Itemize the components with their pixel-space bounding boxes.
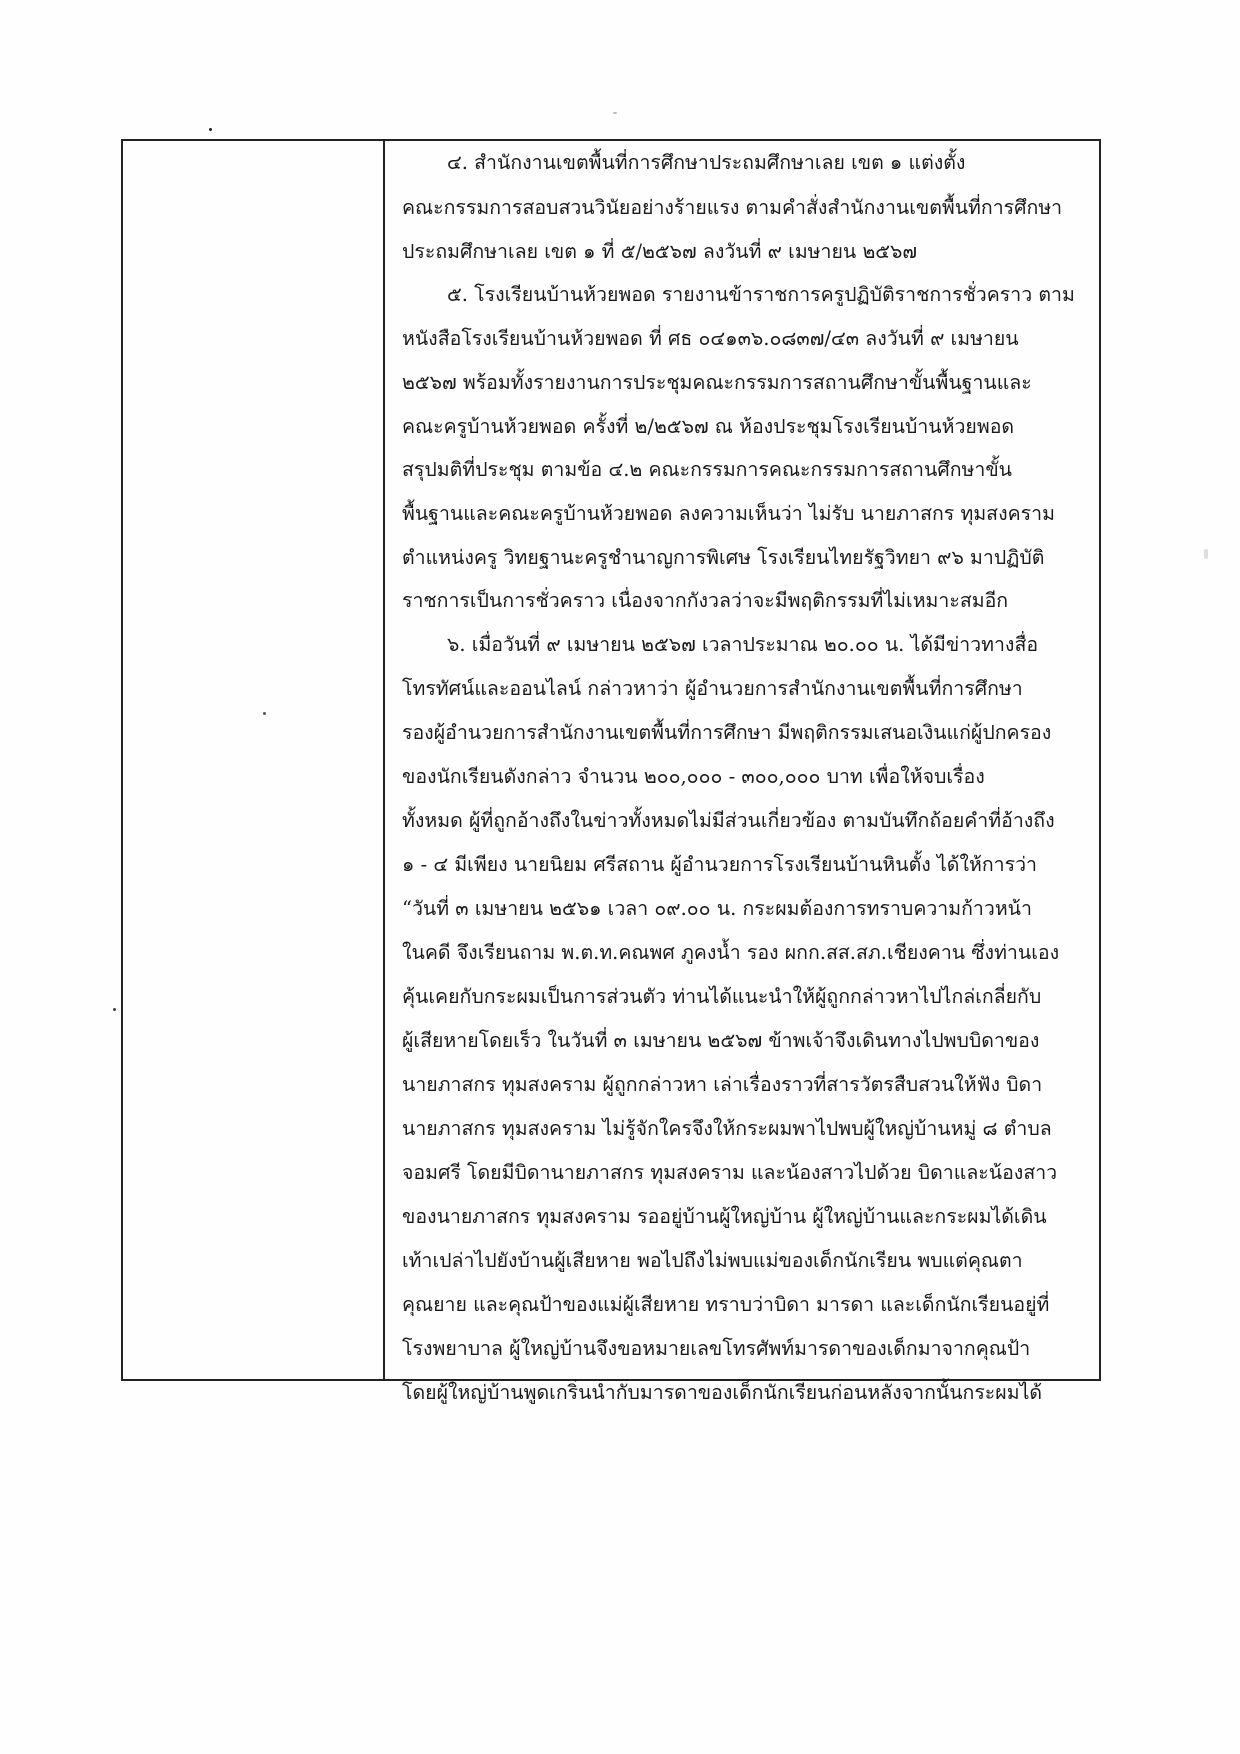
paragraph-5-line-8: ราชการเป็นการชั่วคราว เนื่องจากกังวลว่าจะมีพฤติกรรมที่ไม่เหมาะสมอีก: [402, 589, 1009, 612]
paragraph-6-line-18: โดยผู้ใหญ่บ้านพูดเกริ่นนำกับมารดาของเด็กนักเรียนก่อนหลังจากนั้นกระผมได้: [402, 1381, 1043, 1404]
paragraph-6-line-14: ของนายภาสกร ทุมสงคราม รออยู่บ้านผู้ใหญ่บ้าน ผู้ใหญ่บ้านและกระผมได้เดิน: [402, 1205, 1047, 1228]
paragraph-6-line-5: ทั้งหมด ผู้ที่ถูกอ้างถึงในข่าวทั้งหมดไม่มีส่วนเกี่ยวข้อง ตามบันทึกถ้อยคำที่อ้างถึง: [402, 809, 1055, 832]
paragraph-6-line-7: “วันที่ ๓ เมษายน ๒๕๖๑ เวลา ๐๙.๐๐ น. กระผมต้องการทราบความก้าวหน้า: [402, 897, 1032, 920]
paragraph-4-line-3: ประถมศึกษาเลย เขต ๑ ที่ ๕/๒๕๖๗ ลงวันที่ ๙ เมษายน ๒๕๖๗: [402, 240, 918, 263]
paragraph-4-line-1: ๔. สำนักงานเขตพื้นที่การศึกษาประถมศึกษาเลย เขต ๑ แต่งตั้ง: [447, 151, 966, 174]
paragraph-5-line-7: ตำแหน่งครู วิทยฐานะครูชำนาญการพิเศษ โรงเรียนไทยรัฐวิทยา ๙๖ มาปฏิบัติ: [402, 546, 1045, 569]
paragraph-5-line-2: หนังสือโรงเรียนบ้านห้วยพอด ที่ ศธ ๐๔๑๓๖.๐๘๓๗/๔๓ ลงวันที่ ๙ เมษายน: [402, 327, 1019, 350]
table-right-column: [385, 141, 1099, 1404]
scan-speck: [209, 128, 212, 131]
paragraph-6-line-10: ผู้เสียหายโดยเร็ว ในวันที่ ๓ เมษายน ๒๕๖๗ ข้าพเจ้าจึงเดินทางไปพบบิดาของ: [402, 1029, 1040, 1052]
paragraph-6-line-6: ๑ - ๔ มีเพียง นายนิยม ศรีสถาน ผู้อำนวยการโรงเรียนบ้านหินตั้ง ได้ให้การว่า: [402, 853, 1037, 876]
paragraph-6-line-1: ๖. เมื่อวันที่ ๙ เมษายน ๒๕๖๗ เวลาประมาณ ๒๐.๐๐ น. ได้มีข่าวทางสื่อ: [447, 633, 1039, 656]
paragraph-6-line-16: คุณยาย และคุณป้าของแม่ผู้เสียหาย ทราบว่าบิดา มารดา และเด็กนักเรียนอยู่ที่: [402, 1293, 1050, 1316]
paragraph-6-line-2: โทรทัศน์และออนไลน์ กล่าวหาว่า ผู้อำนวยการสำนักงานเขตพื้นที่การศึกษา: [402, 677, 1023, 700]
paragraph-4-line-2: คณะกรรมการสอบสวนวินัยอย่างร้ายแรง ตามคำสั่งสำนักงานเขตพื้นที่การศึกษา: [402, 196, 1063, 219]
scan-speck: [1204, 549, 1208, 559]
table-left-column: [123, 141, 385, 1379]
paragraph-5-line-3: ๒๕๖๗ พร้อมทั้งรายงานการประชุมคณะกรรมการสถานศึกษาขั้นพื้นฐานและ: [402, 371, 1032, 394]
paragraph-5-line-1: ๕. โรงเรียนบ้านห้วยพอด รายงานข้าราชการครูปฏิบัติราชการชั่วคราว ตาม: [447, 283, 1075, 306]
paragraph-6-line-12: นายภาสกร ทุมสงคราม ไม่รู้จักใครจึงให้กระผมพาไปพบผู้ใหญ่บ้านหมู่ ๘ ตำบล: [402, 1117, 1052, 1140]
paragraph-5-line-5: สรุปมติที่ประชุม ตามข้อ ๔.๒ คณะกรรมการคณะกรรมการสถานศึกษาขั้น: [402, 458, 1012, 481]
paragraph-5-line-4: คณะครูบ้านห้วยพอด ครั้งที่ ๒/๒๕๖๗ ณ ห้องประชุมโรงเรียนบ้านห้วยพอด: [402, 415, 1015, 438]
record-table: [121, 139, 1101, 1404]
scan-speck: [113, 1008, 116, 1011]
paragraph-6-line-17: โรงพยาบาล ผู้ใหญ่บ้านจึงขอหมายเลขโทรศัพท์มารดาของเด็กมาจากคุณป้า: [402, 1337, 1031, 1360]
paragraph-6-line-13: จอมศรี โดยมีบิดานายภาสกร ทุมสงคราม และน้องสาวไปด้วย บิดาและน้องสาว: [402, 1161, 1058, 1184]
paragraph-6-line-11: นายภาสกร ทุมสงคราม ผู้ถูกกล่าวหา เล่าเรื่องราวที่สารวัตรสืบสวนให้ฟัง บิดา: [402, 1073, 1043, 1096]
scan-speck: [613, 112, 617, 114]
paragraph-6-line-8: ในคดี จึงเรียนถาม พ.ต.ท.คณพศ ภูคงน้ำ รอง ผกก.สส.สภ.เชียงคาน ซึ่งท่านเอง: [402, 941, 1060, 964]
paragraph-6-line-3: รองผู้อำนวยการสำนักงานเขตพื้นที่การศึกษา มีพฤติกรรมเสนอเงินแก่ผู้ปกครอง: [402, 721, 1052, 744]
paragraph-5-line-6: พื้นฐานและคณะครูบ้านห้วยพอด ลงความเห็นว่า ไม่รับ นายภาสกร ทุมสงคราม: [402, 502, 1055, 525]
paragraph-6-line-15: เท้าเปล่าไปยังบ้านผู้เสียหาย พอไปถึงไม่พบแม่ของเด็กนักเรียน พบแต่คุณตา: [402, 1249, 1023, 1272]
paragraph-6-line-4: ของนักเรียนดังกล่าว จำนวน ๒๐๐,๐๐๐ - ๓๐๐,๐๐๐ บาท เพื่อให้จบเรื่อง: [402, 765, 985, 788]
paragraph-6-line-9: คุ้นเคยกับกระผมเป็นการส่วนตัว ท่านได้แนะนำให้ผู้ถูกกล่าวหาไปไกล่เกลี่ยกับ: [402, 985, 1042, 1008]
